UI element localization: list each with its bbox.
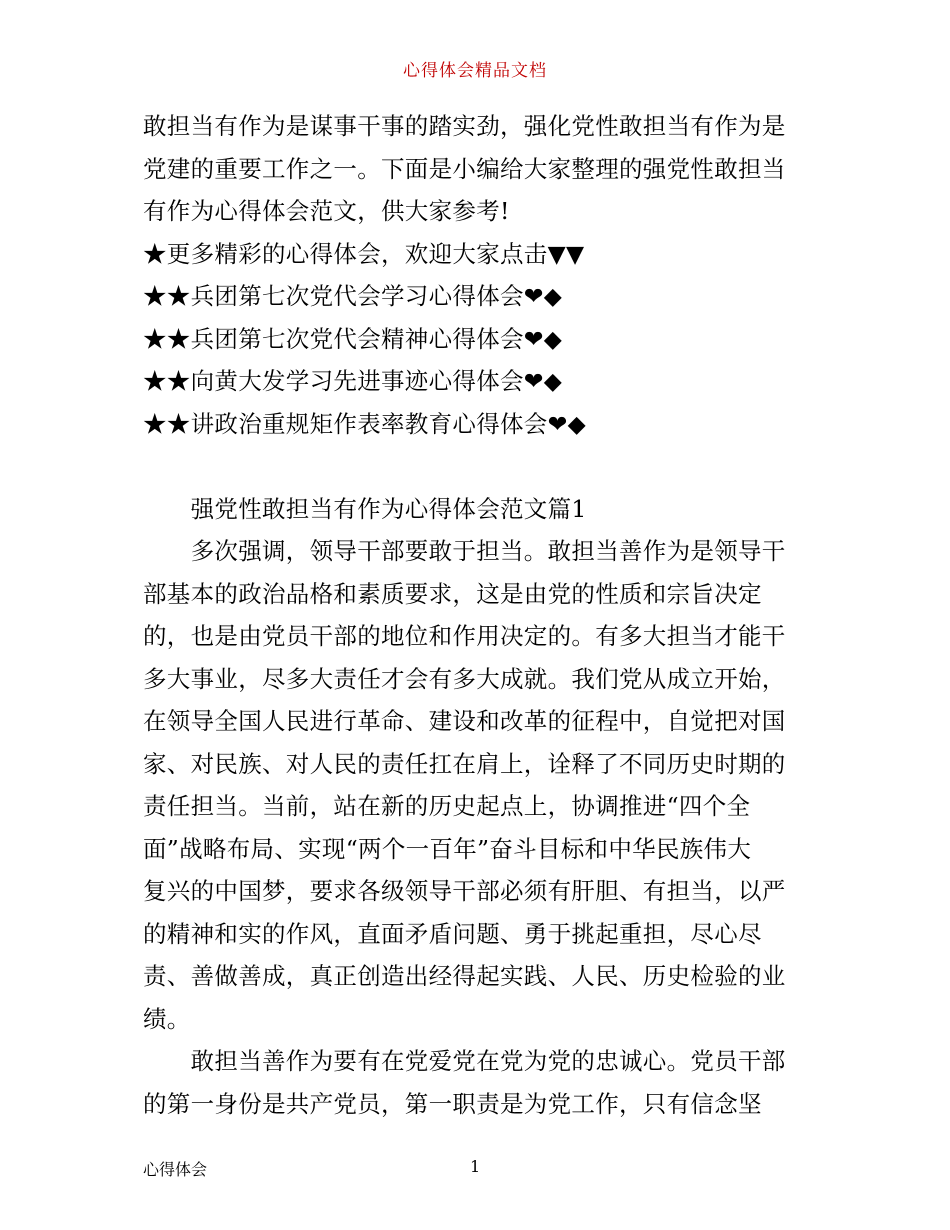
section-title: 强党性敢担当有作为心得体会范文篇1 <box>143 494 587 523</box>
intro-line: 党建的重要工作之一。下面是小编给大家整理的强党性敢担当 <box>143 154 786 183</box>
paragraph-line: 多次强调，领导干部要敢于担当。敢担当善作为是领导干 <box>143 537 786 565</box>
paragraph-line: 部基本的政治品格和素质要求，这是由党的性质和宗旨决定 <box>143 579 762 608</box>
footer-label: 心得体会 <box>143 1160 208 1179</box>
document-header-title: 心得体会精品文档 <box>403 61 547 81</box>
paragraph-line: 的精神和实的作风，直面矛盾问题、勇于挑起重担，尽心尽 <box>143 919 762 948</box>
intro-line: 敢担当有作为是谋事干事的踏实劲，强化党性敢担当有作为是 <box>143 112 786 140</box>
related-link[interactable]: ★★兵团第七次党代会精神心得体会❤◆ <box>143 324 563 353</box>
related-link-more[interactable]: ★更多精彩的心得体会，欢迎大家点击▼▼ <box>143 239 585 268</box>
paragraph-line: 敢担当善作为要有在党爱党在党为党的忠诚心。党员干部 <box>143 1047 786 1075</box>
intro-line: 有作为心得体会范文，供大家参考! <box>143 197 510 225</box>
spacer <box>143 445 813 488</box>
paragraph-line: 的，也是由党员干部的地位和作用决定的。有多大担当才能干 <box>143 622 786 650</box>
related-link[interactable]: ★★向黄大发学习先进事迹心得体会❤◆ <box>143 367 563 395</box>
paragraph-line: 家、对民族、对人民的责任扛在肩上，诠释了不同历史时期的 <box>143 749 786 778</box>
document-body <box>143 105 813 1125</box>
paragraph-line: 责、善做善成，真正创造出经得起实践、人民、历史检验的业 <box>143 962 786 990</box>
page-number: 1 <box>470 1157 481 1176</box>
paragraph-line: 复兴的中国梦，要求各级领导干部必须有肝胆、有担当，以严 <box>143 877 786 905</box>
paragraph-line: 在领导全国人民进行革命、建设和改革的征程中，自觉把对国 <box>143 707 786 735</box>
related-link[interactable]: ★★讲政治重规矩作表率教育心得体会❤◆ <box>143 409 586 438</box>
paragraph-line: 的第一身份是共产党员，第一职责是为党工作，只有信念坚 <box>143 1089 762 1118</box>
paragraph-line: 面”战略布局、实现“两个一百年”奋斗目标和中华民族伟大 <box>143 834 752 863</box>
paragraph-line: 多大事业，尽多大责任才会有多大成就。我们党从成立开始， <box>143 664 786 693</box>
paragraph-line: 绩。 <box>143 1004 191 1033</box>
paragraph-line: 责任担当。当前，站在新的历史起点上，协调推进“四个全 <box>143 792 751 820</box>
related-link[interactable]: ★★兵团第七次党代会学习心得体会❤◆ <box>143 282 563 310</box>
